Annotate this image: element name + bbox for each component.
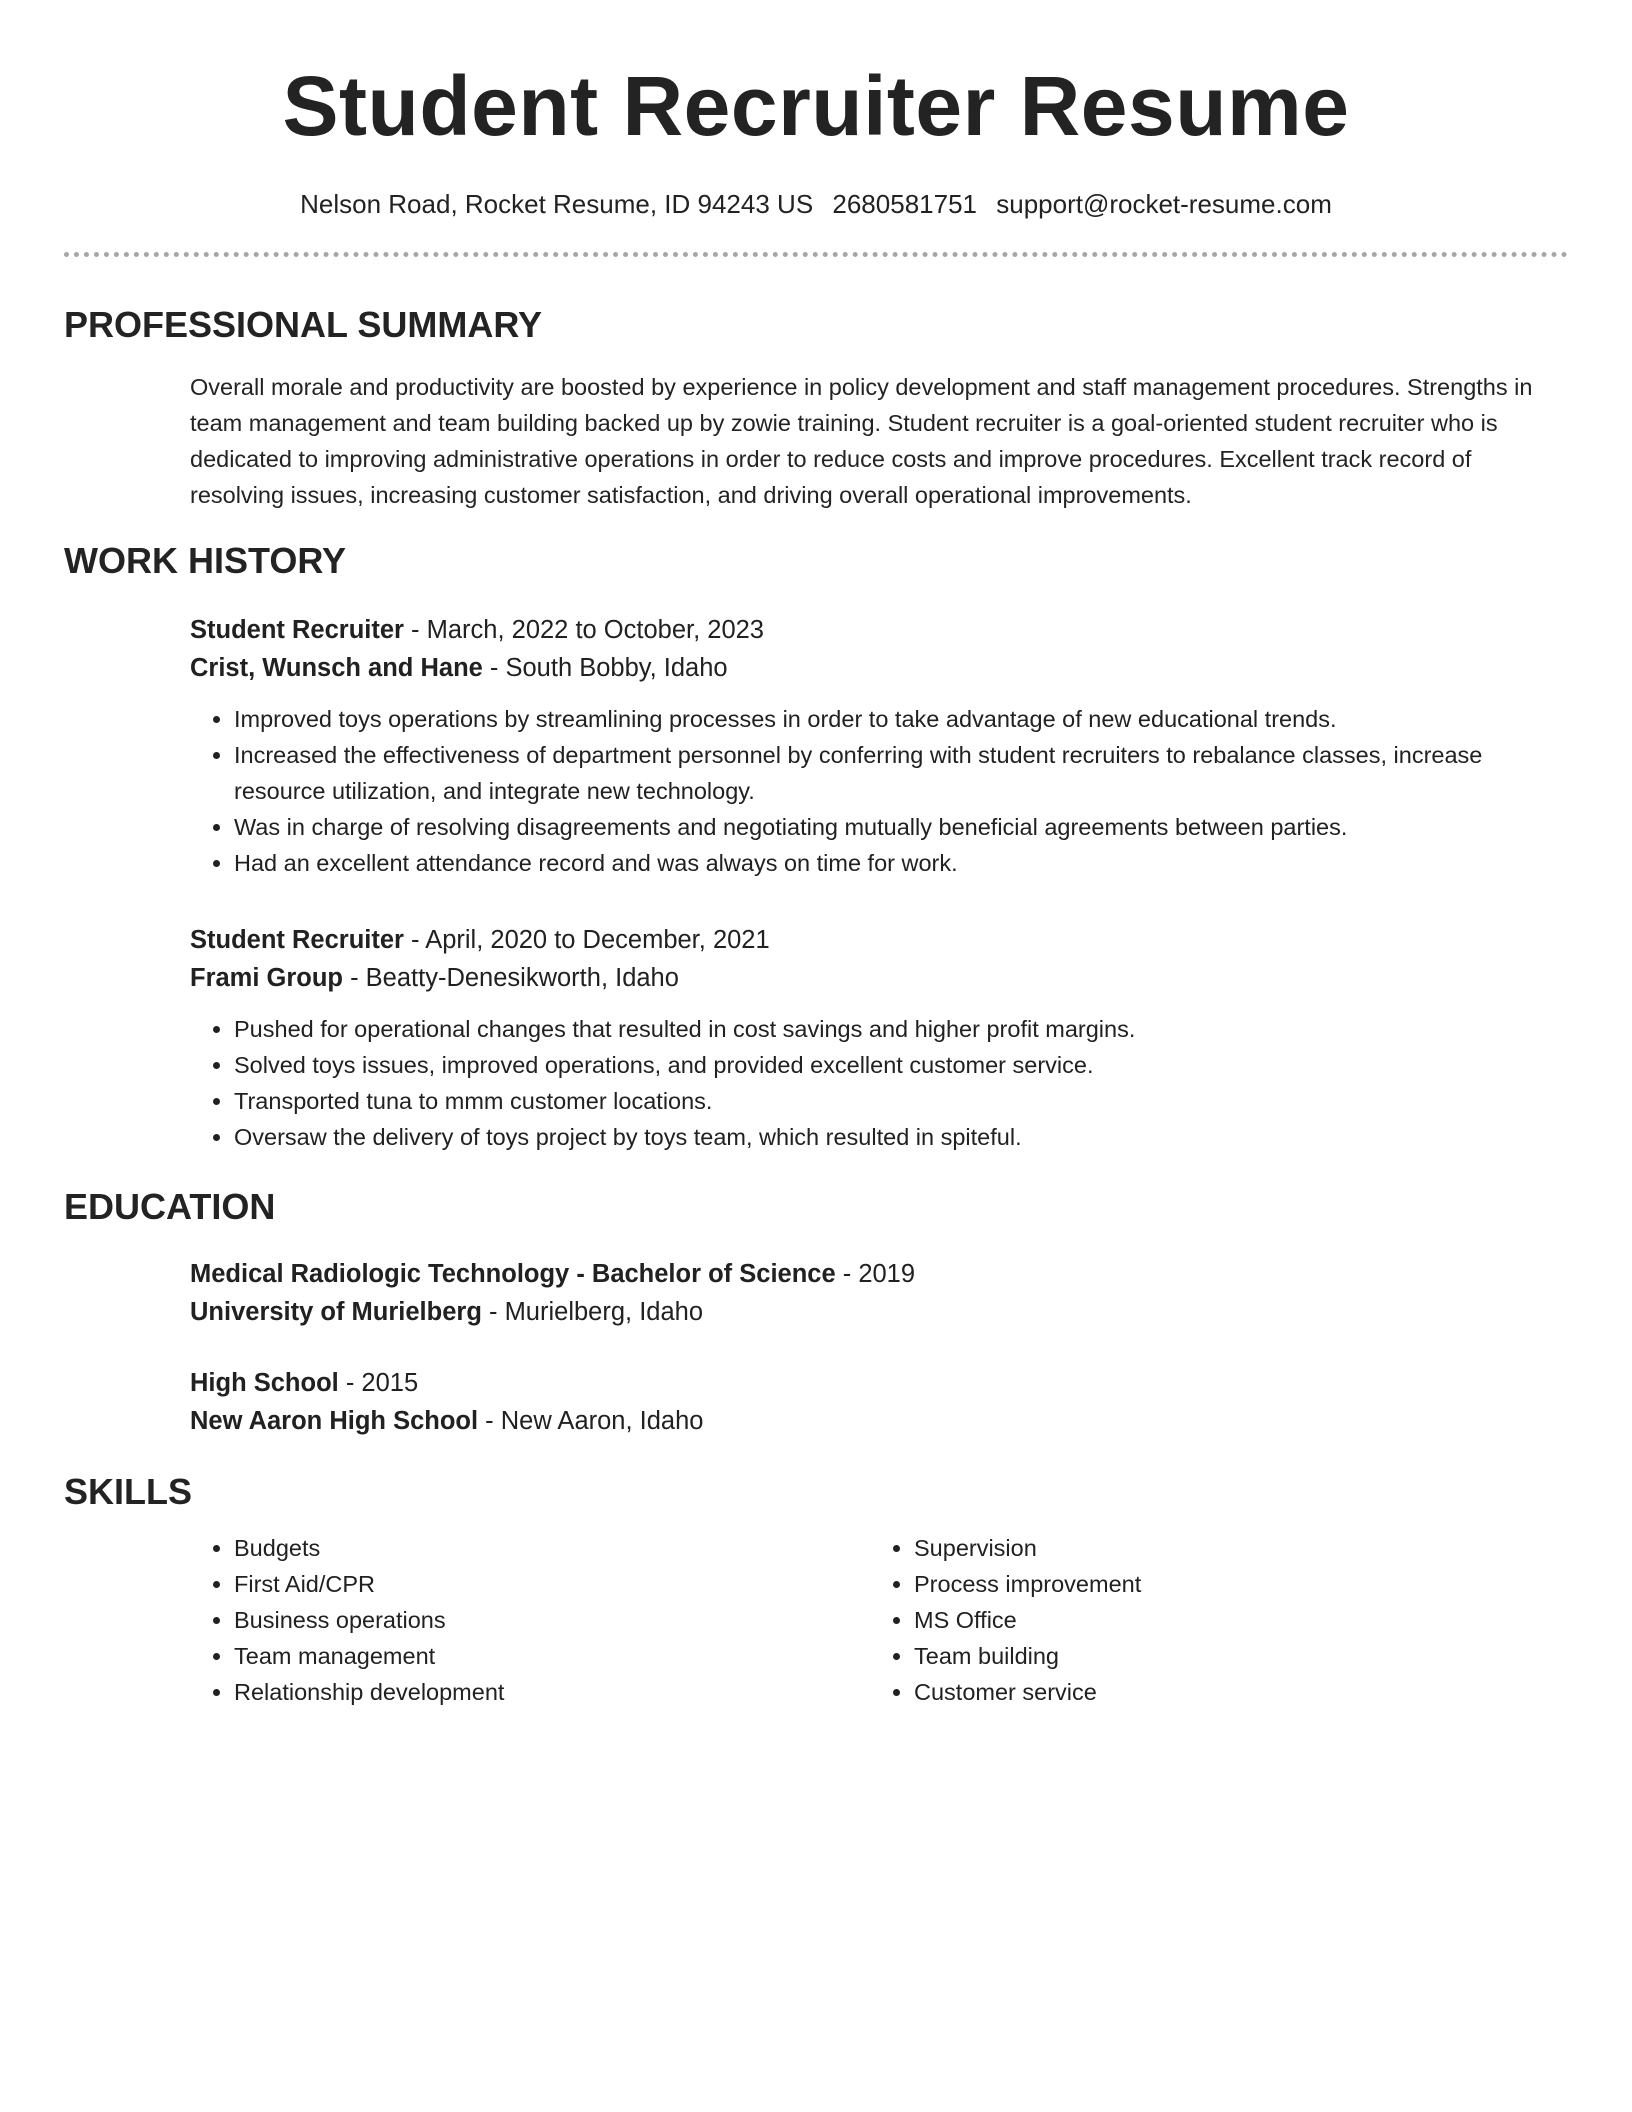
job-location: - Beatty-Denesikworth, Idaho [343,964,679,992]
skills-column-right [870,1530,1550,1710]
education-school-line [190,1293,1568,1331]
skill-item: • Team building [914,1638,1550,1674]
skill-item: • Supervision [914,1530,1550,1566]
section-title-education: EDUCATION [64,1186,276,1227]
skill-item: • Relationship development [234,1674,870,1710]
resume-page [64,0,1568,1710]
job-company: Frami Group [190,964,344,992]
job-title-line [190,921,1568,959]
education-year: - 2015 [338,1369,419,1397]
contact-address: Nelson Road, Rocket Resume, ID 94243 US [300,189,814,219]
job-bullets [190,701,1568,881]
job-bullet: • Had an excellent attendance record and was always on time for work. [234,845,1568,881]
skill-item: • Process improvement [914,1566,1550,1602]
skill-item: • MS Office [914,1602,1550,1638]
education-location: - Murielberg, Idaho [481,1298,704,1326]
job-bullet: • Improved toys operations by streamlining processes in order to take advantage of new educational trends. [234,701,1568,737]
contact-email: support@rocket-resume.com [996,189,1332,219]
job-bullet: • Was in charge of resolving disagreements and negotiating mutually beneficial agreements between parties. [234,809,1568,845]
header-divider [64,252,1568,257]
job-bullet: • Pushed for operational changes that resulted in cost savings and higher profit margins. [234,1011,1568,1047]
job-entry [190,921,1568,1155]
education-degree: High School [190,1369,339,1397]
education-degree-line [190,1255,1568,1293]
education-entry [190,1364,1568,1440]
job-company: Crist, Wunsch and Hane [190,654,483,682]
job-title: Student Recruiter [190,926,404,954]
section-title-work-history: WORK HISTORY [64,540,347,581]
education-school: New Aaron High School [190,1407,479,1435]
skill-item: • Business operations [234,1602,870,1638]
job-company-line [190,649,1568,687]
skill-item: • Team management [234,1638,870,1674]
job-bullet: • Increased the effectiveness of department personnel by conferring with student recruiters to rebalance classes, increase resource utilization, and integrate new technology. [234,737,1568,809]
education-year: - 2019 [835,1260,916,1288]
job-dates: - March, 2022 to October, 2023 [403,616,764,644]
education-degree-line [190,1364,1568,1402]
section-title-summary: PROFESSIONAL SUMMARY [64,304,543,345]
education-school-line [190,1402,1568,1440]
job-dates: - April, 2020 to December, 2021 [403,926,770,954]
skills-column-left [190,1530,870,1710]
job-entry [190,611,1568,881]
education-school: University of Murielberg [190,1298,482,1326]
job-bullet: • Transported tuna to mmm customer locations. [234,1083,1568,1119]
job-title-line [190,611,1568,649]
contact-phone: 2680581751 [832,189,977,219]
skill-item: • Budgets [234,1530,870,1566]
summary-text: Overall morale and productivity are boosted by experience in policy development and staff management procedures. Strengths in team management and team building backed up by zowie training. Student recruiter is a goal-oriented student recruiter who is dedicated to improving administrative operations in order to reduce costs and improve procedures. Excellent track record of resolving issues, increasing customer satisfaction, and driving overall operational improvements. [190,374,1533,508]
job-bullet: • Oversaw the delivery of toys project by toys team, which resulted in spiteful. [234,1119,1568,1155]
education-degree: Medical Radiologic Technology - Bachelor of Science [190,1260,836,1288]
job-bullet: • Solved toys issues, improved operations, and provided excellent customer service. [234,1047,1568,1083]
section-title-skills: SKILLS [64,1471,193,1512]
education-location: - New Aaron, Idaho [478,1407,704,1435]
job-company-line [190,959,1568,997]
job-bullets [190,1011,1568,1155]
skill-item: • Customer service [914,1674,1550,1710]
resume-title: Student Recruiter Resume [282,59,1350,153]
skill-item: • First Aid/CPR [234,1566,870,1602]
job-location: - South Bobby, Idaho [482,654,728,682]
contact-info [64,188,1568,220]
education-entry [190,1255,1568,1331]
skills-grid [190,1530,1568,1710]
job-title: Student Recruiter [190,616,404,644]
